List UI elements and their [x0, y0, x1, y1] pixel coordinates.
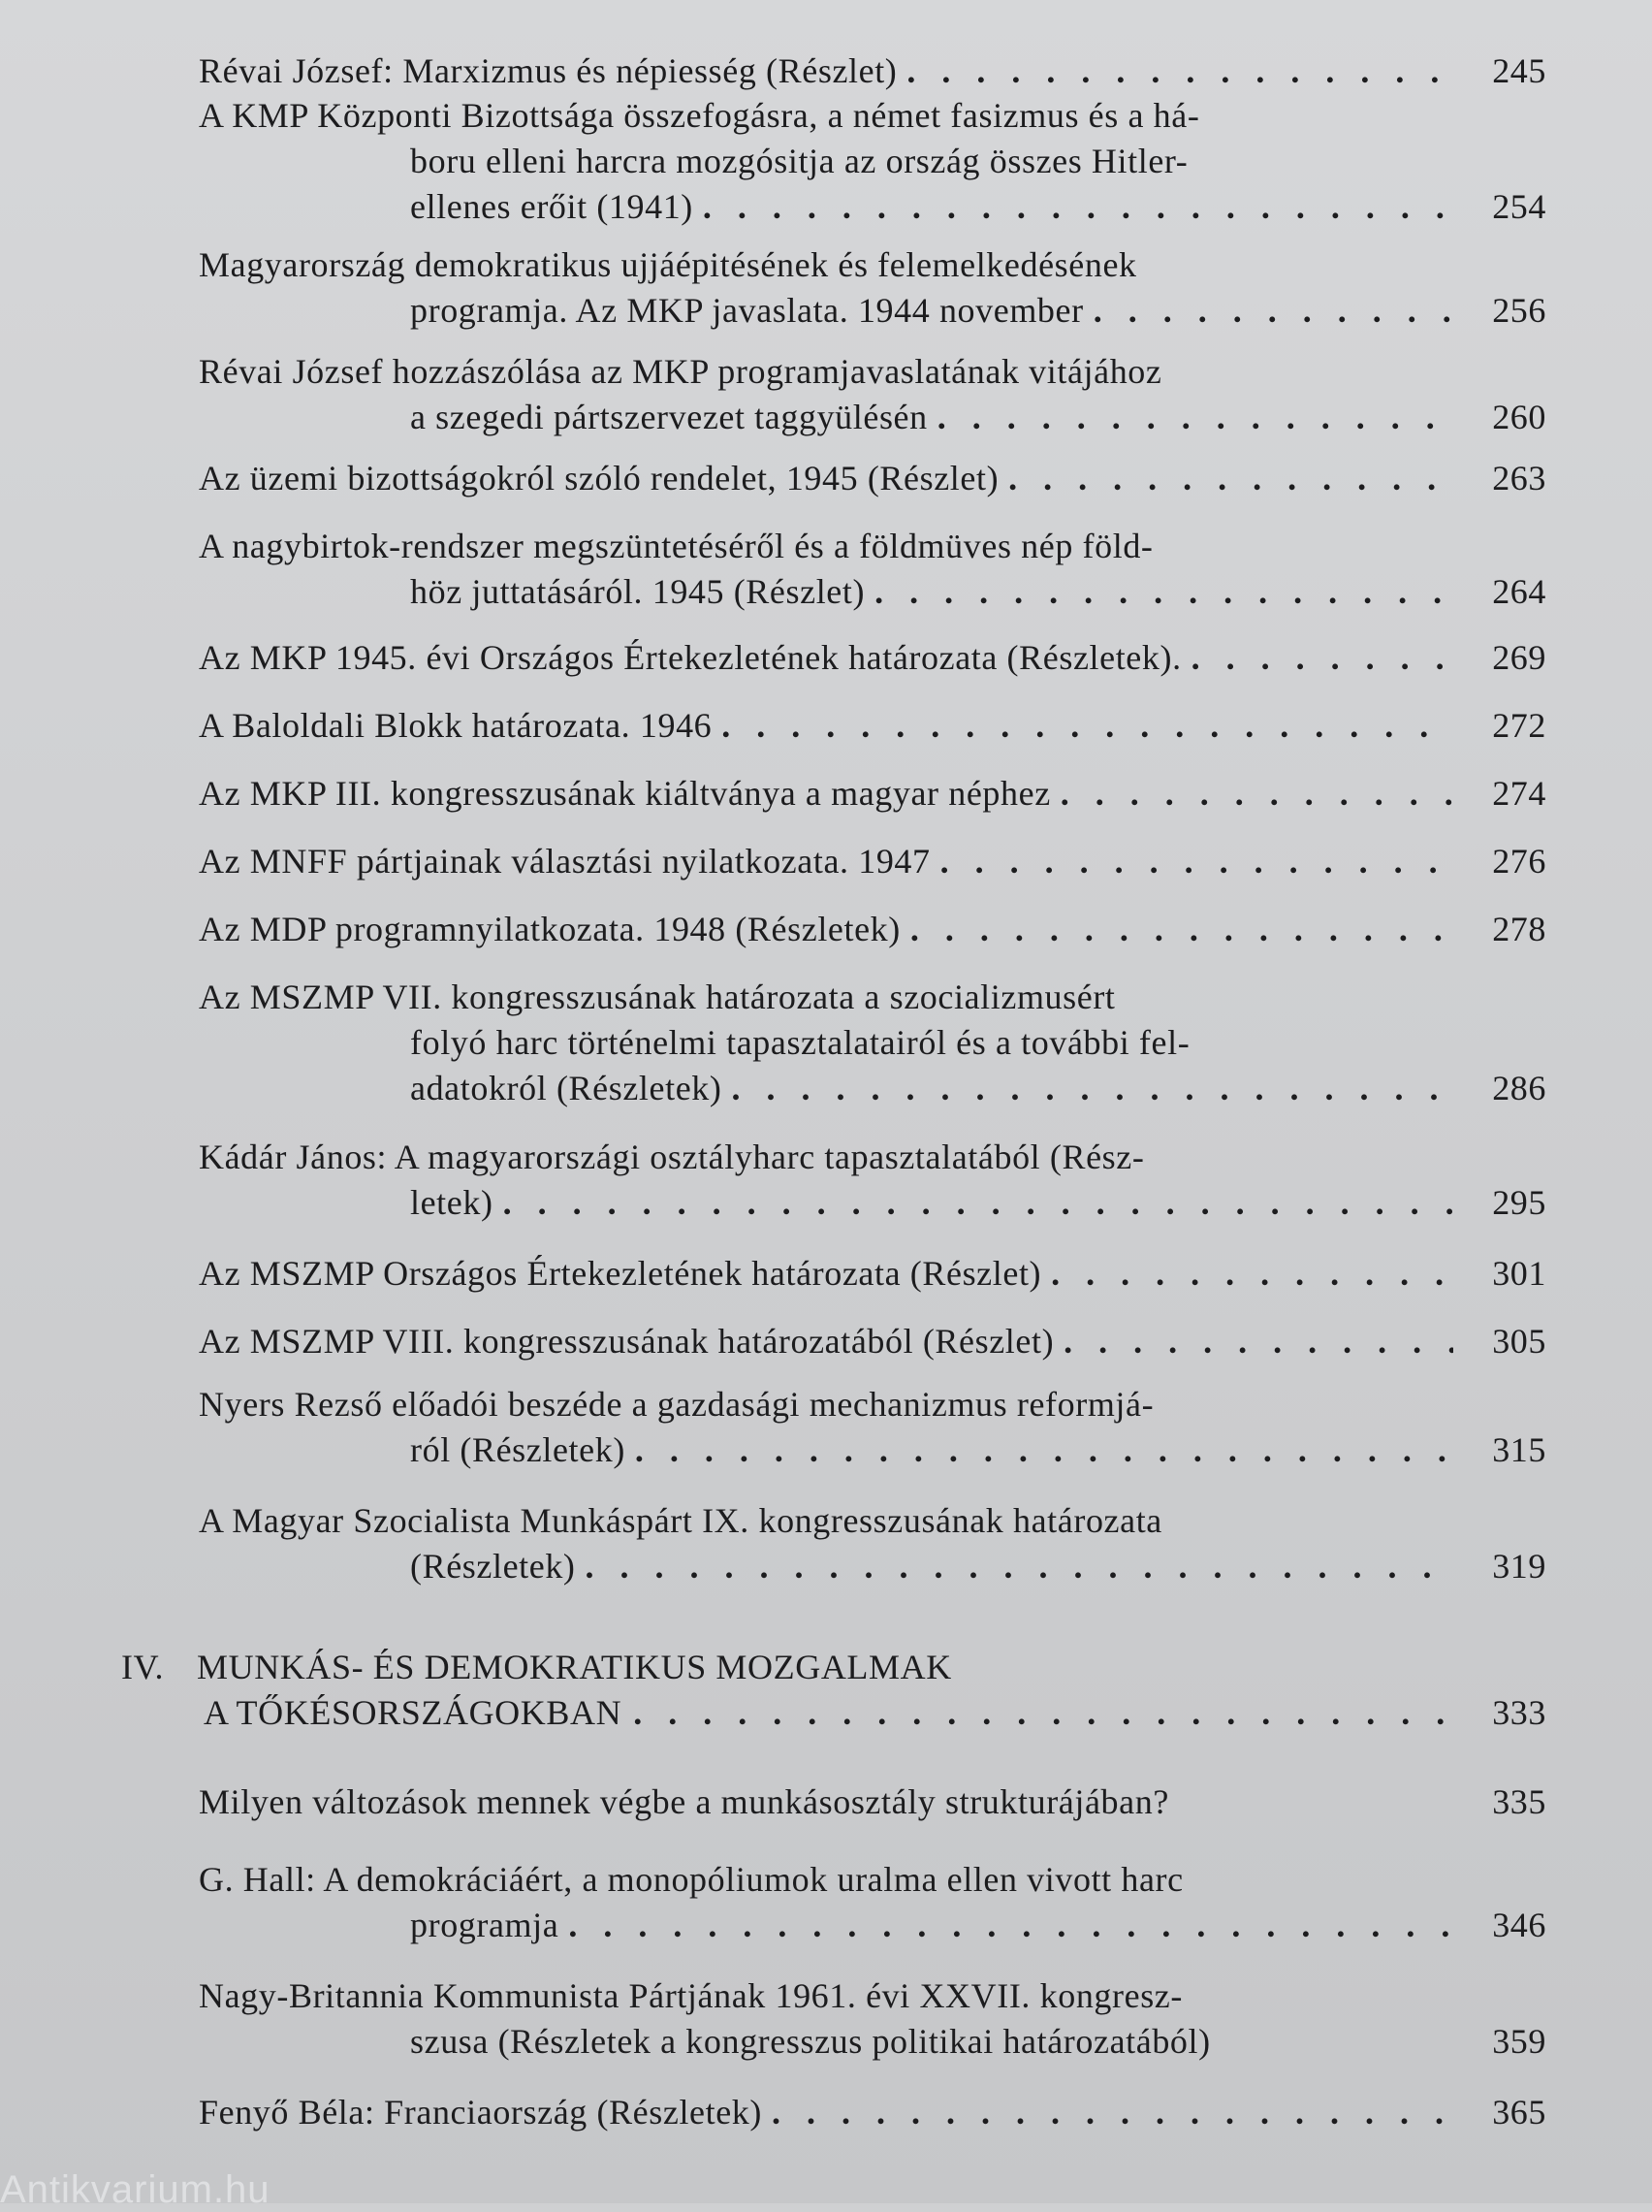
toc-entry-title-line: programja. Az MKP javaslata. 1944 november: [410, 291, 1084, 330]
leader-dots: [586, 1544, 1453, 1589]
toc-entry-title-line: Nyers Rezső előadói beszéde a gazdasági mechanizmus reformjá-: [199, 1385, 1155, 1424]
leader-dots: [772, 2090, 1453, 2135]
toc-page-number: 335: [1492, 1782, 1546, 1821]
leader-dots: [874, 569, 1453, 615]
leader-dots: [1061, 771, 1453, 817]
leader-dots: [1008, 456, 1453, 501]
toc-page-number: 263: [1492, 459, 1546, 497]
toc-entry: [199, 703, 1546, 749]
toc-page-number: 365: [1492, 2093, 1546, 2132]
toc-page-number: 269: [1492, 638, 1546, 677]
leader-dots: [731, 1066, 1453, 1111]
toc-entry: [199, 907, 1546, 952]
toc-entry-title-line: letek): [410, 1183, 493, 1222]
toc-entry: [199, 1135, 1546, 1226]
toc-page-number: 278: [1492, 910, 1546, 948]
section-number: IV.: [121, 1648, 165, 1686]
leader-dots: [1094, 288, 1453, 334]
leader-dots: [568, 1903, 1453, 1948]
toc-entry-title-line: Révai József hozzászólása az MKP programjavaslatának vitájához: [199, 352, 1162, 391]
toc-entry-title-line: A KMP Központi Bizottsága összefogásra, a német fasizmus és a há-: [199, 96, 1200, 135]
leader-dots: [906, 48, 1453, 94]
toc-page-number: 315: [1492, 1430, 1546, 1469]
toc-entry-title-line: Magyarország demokratikus ujjáépitésének és felemelkedésének: [199, 245, 1137, 284]
toc-page-number: 272: [1492, 706, 1546, 745]
section-page-number: 333: [1492, 1693, 1546, 1732]
toc-entry-title-line: höz juttatásáról. 1945 (Részlet): [410, 572, 866, 611]
toc-entry: [199, 1319, 1546, 1364]
toc-entry-title-line: Az üzemi bizottságokról szóló rendelet, 1945 (Részlet): [199, 459, 1000, 497]
toc-entry-title-line: Az MDP programnyilatkozata. 1948 (Részletek): [199, 910, 901, 948]
toc-entry-title-line: adatokról (Részletek): [410, 1069, 722, 1107]
toc-page-number: 301: [1492, 1254, 1546, 1293]
leader-dots: [910, 907, 1453, 952]
toc-entry: [199, 456, 1546, 501]
toc-entry: [199, 524, 1546, 615]
toc-page-number: 256: [1492, 291, 1546, 330]
toc-entry-title-line: a szegedi pártszervezet taggyülésén: [410, 398, 928, 436]
toc-entry-title-line: A Magyar Szocialista Munkáspárt IX. kongresszusának határozata: [199, 1501, 1162, 1540]
toc-entry-title-line: Kádár János: A magyarországi osztályharc tapasztalatából (Rész-: [199, 1138, 1145, 1176]
leader-dots: [635, 1427, 1453, 1473]
toc-page-number: 305: [1492, 1322, 1546, 1361]
toc-page-number: 346: [1492, 1906, 1546, 1944]
leader-dots: [940, 839, 1453, 884]
toc-entry-title-line: Milyen változások mennek végbe a munkásosztály strukturájában?: [199, 1782, 1169, 1821]
toc-page-number: 319: [1492, 1547, 1546, 1586]
toc-entry: [199, 93, 1546, 230]
toc-entry-title-line: Az MNFF pártjainak választási nyilatkozata. 1947: [199, 842, 931, 881]
toc-entry-title-line: Fenyő Béla: Franciaország (Részletek): [199, 2093, 762, 2132]
toc-entry-title-line: Az MSZMP VIII. kongresszusának határozatából (Részlet): [199, 1322, 1055, 1361]
leader-dots: [1051, 1251, 1453, 1297]
toc-entry-title-line: szusa (Részletek a kongresszus politikai határozatából): [410, 2022, 1211, 2061]
section-title-line1: MUNKÁS- ÉS DEMOKRATIKUS MOZGALMAK: [197, 1648, 952, 1686]
toc-entry: [199, 635, 1546, 681]
toc-page-number: 254: [1492, 187, 1546, 226]
toc-entry: [199, 1251, 1546, 1297]
toc-entry: [199, 2090, 1546, 2135]
toc-page-number: 260: [1492, 398, 1546, 436]
toc-page-number: 359: [1492, 2022, 1546, 2061]
toc-entry: [199, 349, 1546, 440]
watermark: Antikvarium.hu: [0, 2168, 270, 2211]
toc-entry-title-line: G. Hall: A demokráciáért, a monopóliumok uralma ellen vivott harc: [199, 1860, 1184, 1899]
toc-entry: [199, 975, 1546, 1111]
toc-entry: [199, 48, 1546, 94]
toc-entry: [199, 1382, 1546, 1473]
toc-page-number: 276: [1492, 842, 1546, 881]
toc-page-number: 274: [1492, 774, 1546, 813]
toc-page-number: 286: [1492, 1069, 1546, 1107]
toc-entry: [199, 771, 1546, 817]
section-heading: [121, 1645, 1546, 1736]
toc-page-number: 245: [1492, 51, 1546, 90]
toc-entry-title-line: (Részletek): [410, 1547, 576, 1586]
toc-entry: [199, 839, 1546, 884]
toc-entry-title-line: Az MKP 1945. évi Országos Értekezletének határozata (Részletek).: [199, 638, 1182, 677]
leader-dots: [721, 703, 1453, 749]
toc-entry: [199, 1857, 1546, 1948]
section-title-line2: A TŐKÉSORSZÁGOKBAN: [204, 1693, 622, 1732]
toc-page-number: 264: [1492, 572, 1546, 611]
toc-entry: [199, 1779, 1546, 1825]
leader-dots: [1191, 635, 1453, 681]
leader-dots: [937, 395, 1453, 440]
toc-entry-title-line: Az MSZMP VII. kongresszusának határozata a szocializmusért: [199, 978, 1116, 1016]
toc-entry: [199, 1973, 1546, 2065]
toc-entry-title-line: A nagybirtok-rendszer megszüntetéséről és a földmüves nép föld-: [199, 527, 1154, 565]
toc-page-number: 295: [1492, 1183, 1546, 1222]
toc-entry-title-line: folyó harc történelmi tapasztalatairól és a további fel-: [410, 1023, 1191, 1062]
toc-entry-title-line: A Baloldali Blokk határozata. 1946: [199, 706, 713, 745]
toc-entry-title-line: Az MKP III. kongresszusának kiáltványa a magyar néphez: [199, 774, 1051, 813]
toc-entry-title-line: Az MSZMP Országos Értekezletének határozata (Részlet): [199, 1254, 1042, 1293]
toc-entry-title-line: boru elleni harcra mozgósitja az ország összes Hitler-: [410, 142, 1189, 180]
toc-entry: [199, 242, 1546, 334]
toc-entry-title-line: ellenes erőit (1941): [410, 187, 693, 226]
leader-dots: [703, 184, 1453, 230]
leader-dots: [503, 1180, 1453, 1226]
toc-entry-title-line: ról (Részletek): [410, 1430, 625, 1469]
leader-dots: [633, 1690, 1453, 1736]
toc-entry-title-line: programja: [410, 1906, 559, 1944]
leader-dots: [1064, 1319, 1453, 1364]
toc-entry-title-line: Nagy-Britannia Kommunista Pártjának 1961. évi XXVII. kongresz-: [199, 1976, 1183, 2015]
toc-entry: [199, 1498, 1546, 1589]
toc-entry-title-line: Révai József: Marxizmus és népiesség (Részlet): [199, 51, 898, 90]
